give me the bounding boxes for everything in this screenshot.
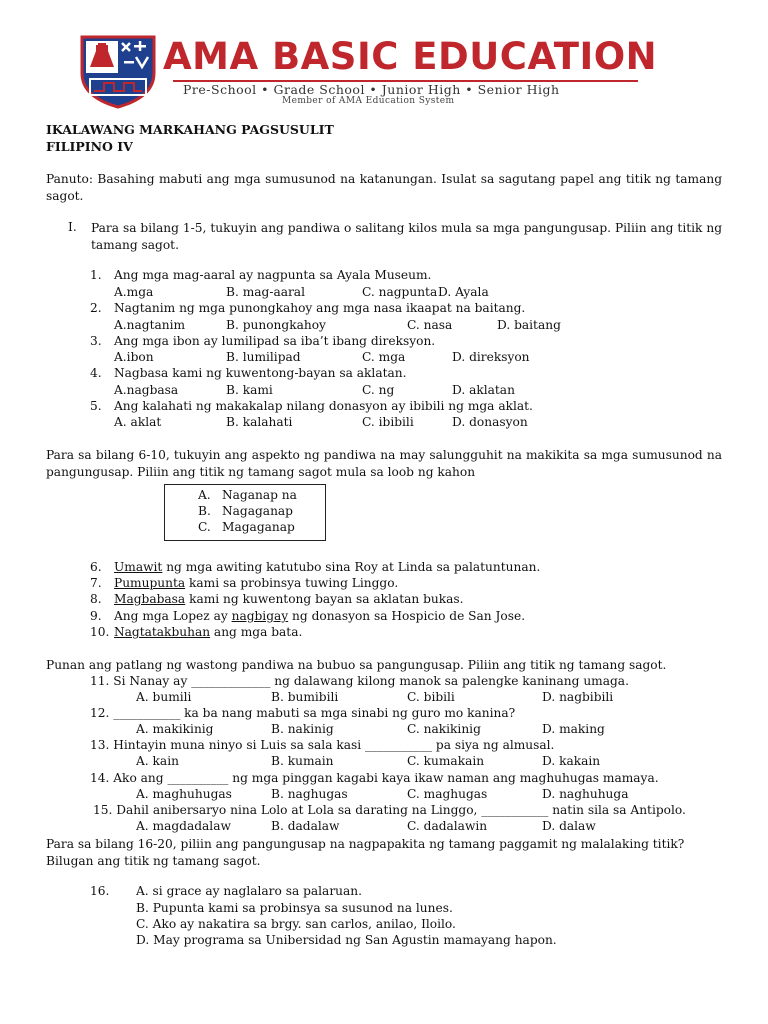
question-text: Nagbasa kami ng kuwentong-bayan sa aklatan.	[114, 366, 407, 380]
choice-d: D. nagbibili	[542, 690, 614, 704]
item-number: 2.	[90, 301, 102, 315]
choice-d: D. naghuhuga	[542, 787, 629, 801]
choice-d: D. dalaw	[542, 819, 596, 833]
choice-d: D. May programa sa Unibersidad ng San Agustin mamayang hapon.	[136, 933, 557, 947]
list-item	[90, 576, 398, 590]
choice-d: D. making	[542, 722, 605, 736]
exam-title: IKALAWANG MARKAHANG PAGSUSULIT	[46, 122, 334, 137]
choice-d: D. direksyon	[452, 350, 530, 364]
item-number: 8.	[90, 592, 102, 606]
choice-c: C. nasa	[407, 318, 453, 332]
choice-a: A. si grace ay naglalaro sa palaruan.	[136, 884, 362, 898]
choice-a: A.nagtanim	[114, 318, 186, 332]
choice-d: D. kakain	[542, 754, 601, 768]
choice-b: B. punongkahoy	[226, 318, 326, 332]
item-number: 3.	[90, 334, 102, 348]
question-text: Ang kalahati ng makakalap nilang donasyon ay ibibili ng mga aklat.	[114, 399, 533, 413]
part4-instruction: Para sa bilang 16-20, piliin ang pangungusap na nagpapakita ng tamang paggamit ng malalaking titik?Bilugan ang titik ng tamang sagot.	[46, 837, 685, 868]
item-number: 7.	[90, 576, 102, 590]
choice-c: C. dadalawin	[407, 819, 488, 833]
underlined-verb: Nagtatakbuhan	[114, 625, 211, 639]
question-text: 14. Ako ang __________ ng mga pinggan kagabi kaya ikaw naman ang maghuhugas mamaya.	[90, 771, 659, 785]
directions: Panuto: Basahing mabuti ang mga sumusunod na katanungan. Isulat sa sagutang papel ang titik ng tamang sagot.	[46, 172, 722, 203]
sentence-post: kami ng kuwentong bayan sa aklatan bukas.	[185, 592, 464, 606]
choice-a: A. makikinig	[136, 722, 214, 736]
list-item	[90, 625, 302, 639]
item-number: 10.	[90, 625, 110, 639]
part2-instruction: Para sa bilang 6-10, tukuyin ang aspekto ng pandiwa na may salungguhit na makikita sa mga sumusunod na pangungusap. Piliin ang titik ng tamang sagot mula sa loob ng kahon	[46, 448, 722, 479]
question-text: Ang mga ibon ay lumilipad sa iba’t ibang direksyon.	[114, 334, 436, 348]
choice-c: C. nagpunta	[362, 285, 438, 299]
sentence-post: ang mga bata.	[210, 625, 303, 639]
school-brand-name: AMA BASIC EDUCATION	[163, 35, 658, 78]
question-text: 15. Dahil anibersaryo nina Lolo at Lola sa darating na Linggo, ___________ natin sila sa Antipolo.	[93, 803, 686, 817]
sentence-post: ng donasyon sa Hospicio de San Jose.	[288, 609, 526, 623]
choice-b: B. dadalaw	[271, 819, 340, 833]
box-letter: C.	[198, 520, 211, 534]
choice-a: A.nagbasa	[114, 383, 179, 397]
box-letter: B.	[198, 504, 211, 518]
choice-b: B. kalahati	[226, 415, 293, 429]
underlined-verb: Magbabasa	[114, 592, 186, 606]
choice-a: A. aklat	[114, 415, 162, 429]
choice-b: B. nakinig	[271, 722, 334, 736]
choice-a: A. kain	[136, 754, 179, 768]
sentence-pre: Ang mga Lopez ay	[114, 609, 232, 623]
school-crest-icon	[78, 33, 158, 109]
choice-c: C. bibili	[407, 690, 455, 704]
underlined-verb: Umawit	[114, 560, 163, 574]
choice-c: C. ibibili	[362, 415, 414, 429]
item-number: 6.	[90, 560, 102, 574]
question-text: Nagtanim ng mga punongkahoy ang mga nasa ikaapat na baitang.	[114, 301, 526, 315]
list-item	[90, 592, 464, 606]
letterhead	[0, 0, 768, 110]
exam-subject: FILIPINO IV	[46, 139, 133, 154]
box-choice: Magaganap	[222, 520, 295, 534]
choice-a: A.mga	[114, 285, 154, 299]
item-number: 16.	[90, 884, 110, 898]
choice-b: B. kami	[226, 383, 273, 397]
choice-a: A.ibon	[114, 350, 154, 364]
choice-a: A. bumili	[136, 690, 192, 704]
choice-c: C. nakikinig	[407, 722, 481, 736]
item-number: 1.	[90, 268, 102, 282]
question-text: Ang mga mag-aaral ay nagpunta sa Ayala Museum.	[114, 268, 432, 282]
question-text: 11. Si Nanay ay _____________ ng dalawang kilong manok sa palengke kaninang umaga.	[90, 674, 629, 688]
choice-a: A. maghuhugas	[136, 787, 232, 801]
choice-c: C. mga	[362, 350, 406, 364]
underlined-verb: Pumupunta	[114, 576, 186, 590]
choice-b: B. kumain	[271, 754, 334, 768]
choice-b: B. Pupunta kami sa probinsya sa susunod na lunes.	[136, 901, 453, 915]
choice-a: A. magdadalaw	[136, 819, 231, 833]
choice-d: D. baitang	[497, 318, 561, 332]
choice-c: C. ng	[362, 383, 395, 397]
part3-instruction: Punan ang patlang ng wastong pandiwa na bubuo sa pangungusap. Piliin ang titik ng tamang sagot.	[46, 658, 667, 672]
box-choice: Nagaganap	[222, 504, 293, 518]
school-levels-tagline: Pre-School • Grade School • Junior High • Senior High	[183, 82, 560, 97]
item-number: 4.	[90, 366, 102, 380]
choice-d: D. aklatan	[452, 383, 515, 397]
item-number: 5.	[90, 399, 102, 413]
choice-b: B. lumilipad	[226, 350, 301, 364]
list-item	[90, 560, 540, 574]
sentence-post: kami sa probinsya tuwing Linggo.	[185, 576, 399, 590]
choice-d: D. Ayala	[438, 285, 489, 299]
box-choice: Naganap na	[222, 488, 297, 502]
underlined-verb: nagbigay	[231, 609, 289, 623]
box-letter: A.	[198, 488, 211, 502]
question-text: 12. ___________ ka ba nang mabuti sa mga sinabi ng guro mo kanina?	[90, 706, 516, 720]
aspect-choices-box	[164, 484, 326, 541]
choice-b: B. bumibili	[271, 690, 339, 704]
part1-instruction: Para sa bilang 1-5, tukuyin ang pandiwa o salitang kilos mula sa mga pangungusap. Piliin ang titik ng tamang sagot.	[91, 221, 722, 252]
sentence-post: ng mga awiting katutubo sina Roy at Linda sa palatuntunan.	[162, 560, 541, 574]
choice-b: B. mag-aaral	[226, 285, 305, 299]
member-line: Member of AMA Education System	[282, 96, 455, 106]
part1-roman: I.	[68, 220, 77, 234]
item-number: 9.	[90, 609, 102, 623]
question-text: 13. Hintayin muna ninyo si Luis sa sala kasi ___________ pa siya ng almusal.	[90, 738, 555, 752]
list-item	[90, 609, 525, 623]
choice-c: C. Ako ay nakatira sa brgy. san carlos, anilao, Iloilo.	[136, 917, 456, 931]
choice-d: D. donasyon	[452, 415, 528, 429]
choice-c: C. kumakain	[407, 754, 485, 768]
choice-b: B. naghugas	[271, 787, 348, 801]
choice-c: C. maghugas	[407, 787, 488, 801]
